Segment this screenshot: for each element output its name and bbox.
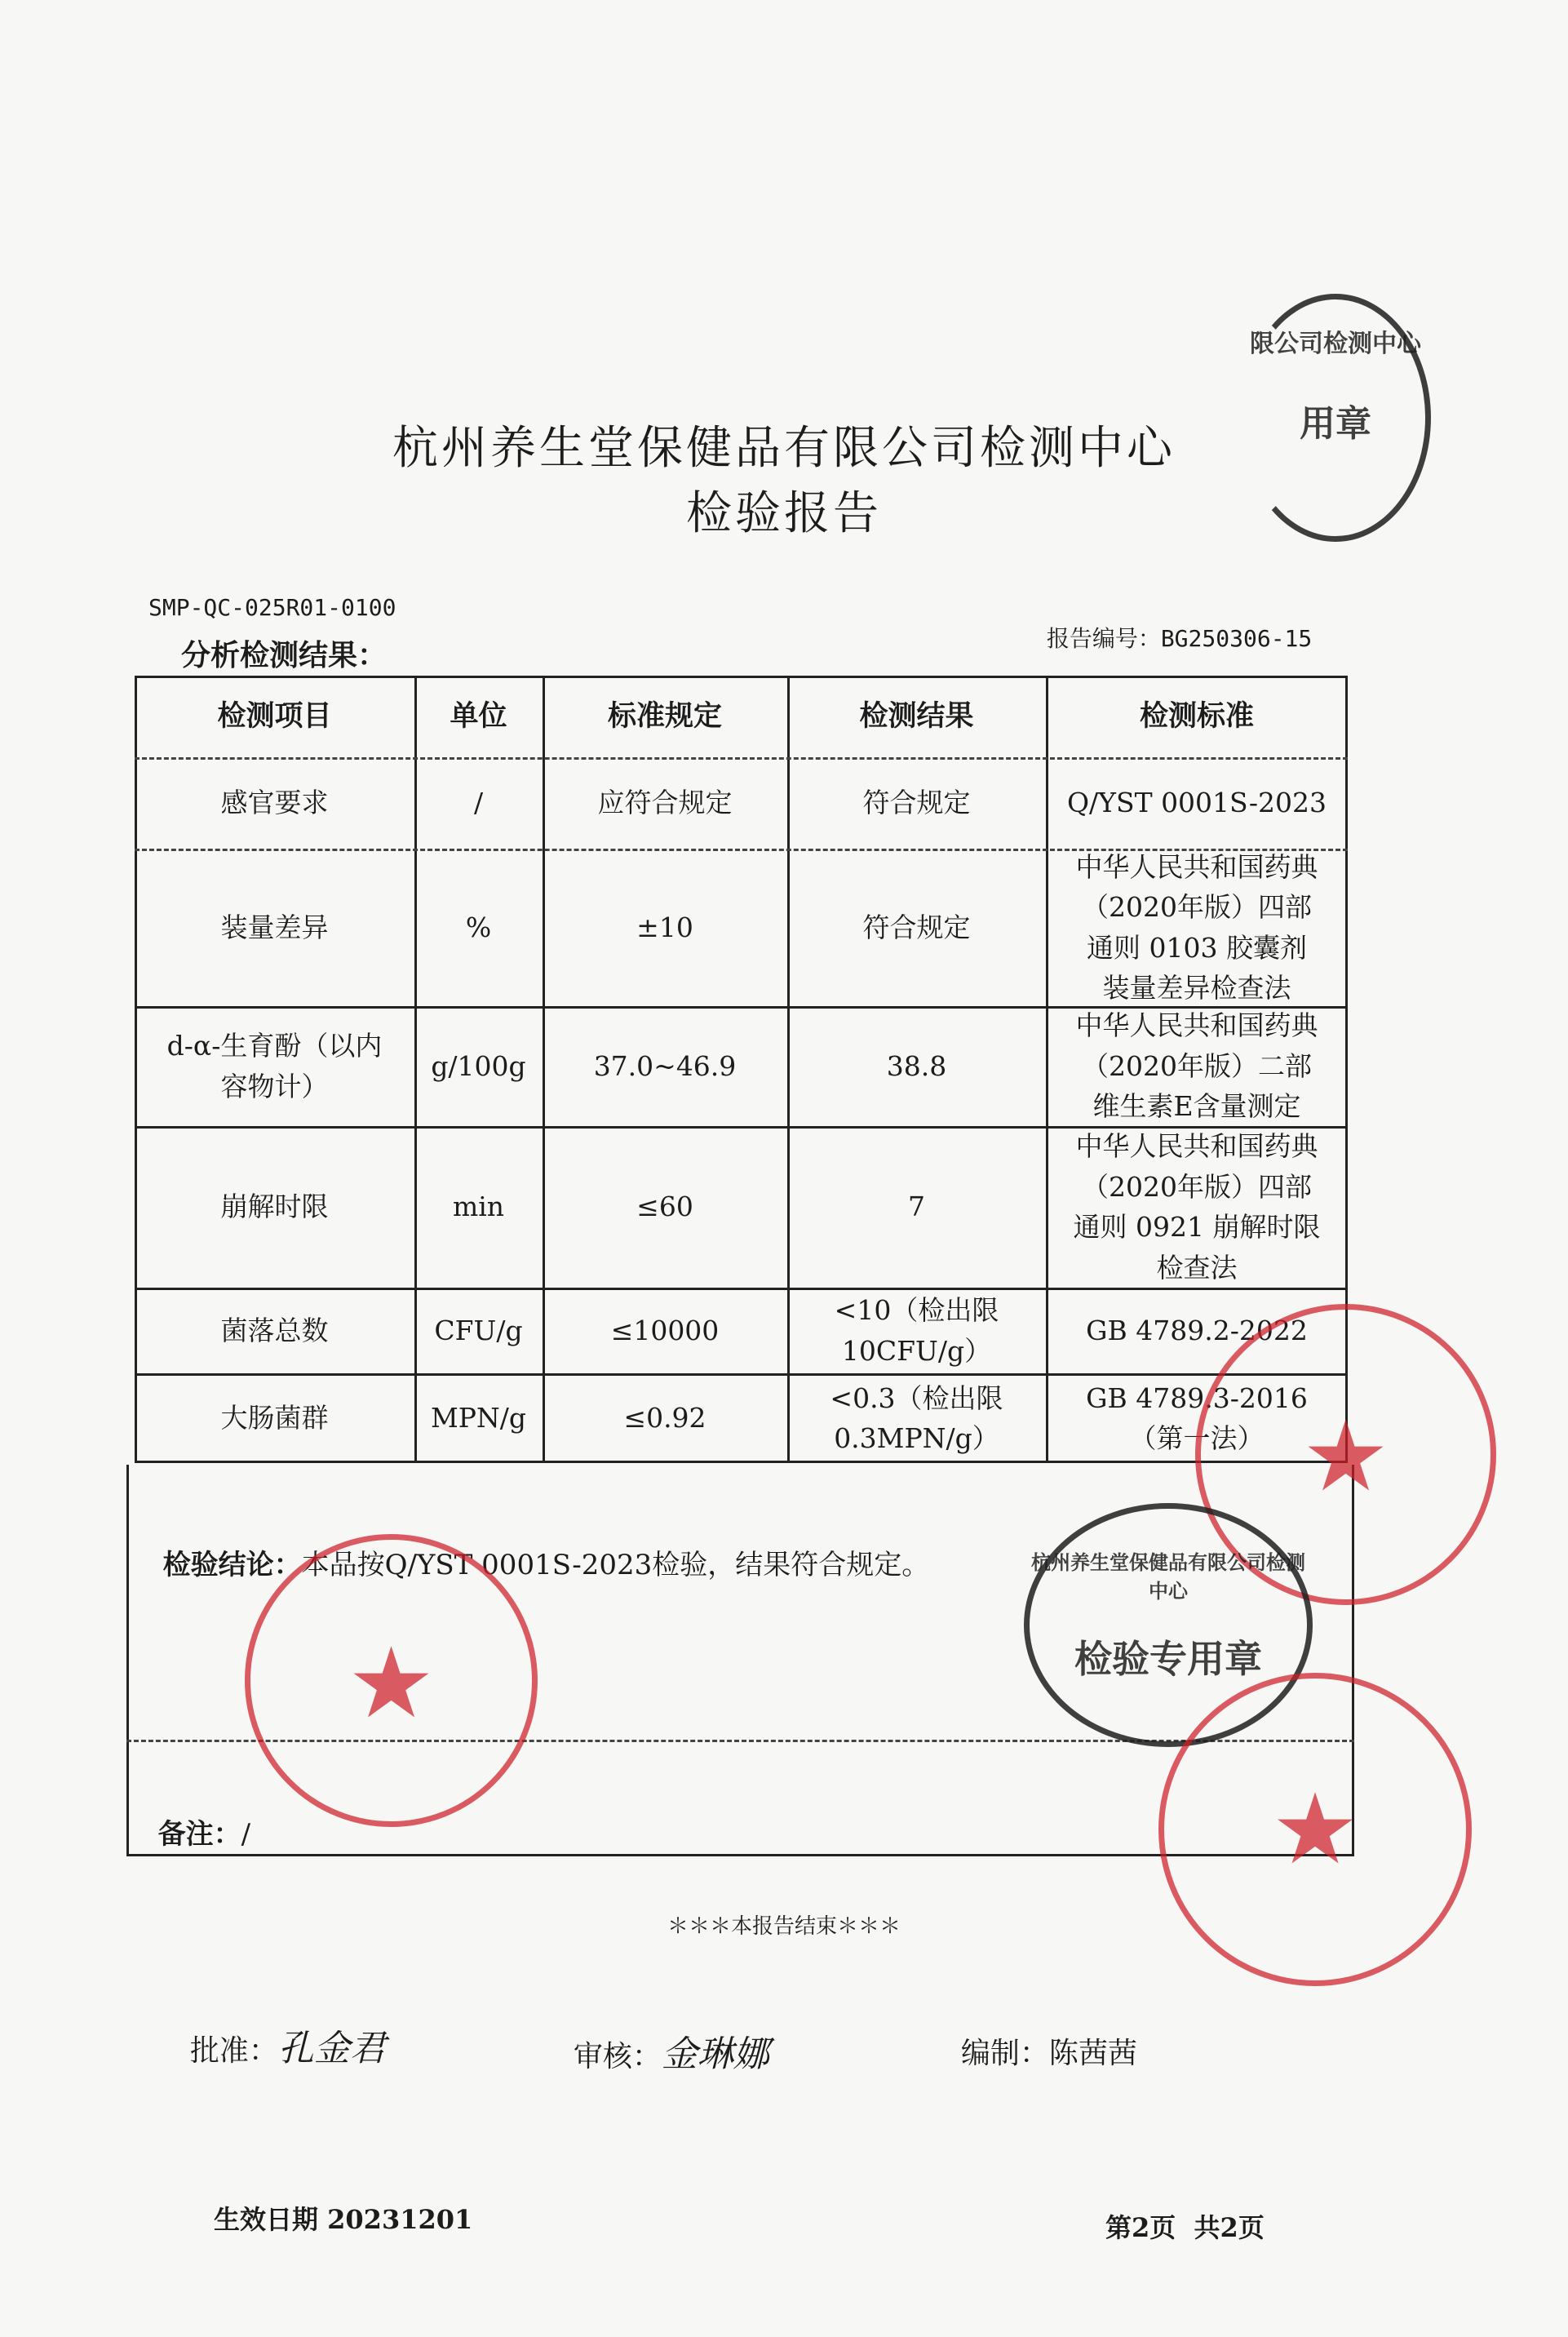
col-header-item: 检测项目	[217, 698, 332, 733]
col-header-unit: 单位	[450, 698, 507, 733]
prepare-signature	[942, 1997, 1137, 2072]
inspection-seal-center-text: 检验专用章	[1074, 1637, 1262, 1682]
star-icon: ★	[1301, 1399, 1390, 1514]
table-cell-result: 符合规定	[862, 787, 971, 819]
inspection-seal-ring-text: 杭州养生堂保健品有限公司检测中心	[1031, 1550, 1305, 1603]
table-cell-result: <10（检出限 10CFU/g）	[834, 1294, 999, 1367]
page-info: 第2页 共2页	[1105, 2212, 1265, 2243]
table-cell-unit: CFU/g	[434, 1314, 523, 1346]
effective-date: 生效日期 20231201	[214, 2204, 473, 2235]
table-cell-spec: ≤0.92	[623, 1402, 706, 1435]
remarks	[140, 1779, 250, 1851]
report-number	[1032, 594, 1312, 654]
conclusion	[145, 1510, 929, 1582]
report-title: 检验报告	[686, 487, 882, 540]
table-cell-spec: ≤60	[636, 1191, 693, 1223]
table-cell-item: 大肠菌群	[220, 1402, 329, 1435]
remarks-text: /	[241, 1818, 251, 1851]
partial-seal-stamp	[1240, 294, 1431, 542]
table-cell-result: 7	[908, 1191, 925, 1223]
col-header-spec: 标准规定	[607, 698, 722, 733]
partial-seal-center-text: 用章	[1300, 403, 1371, 445]
table-cell-spec: 37.0~46.9	[593, 1049, 737, 1082]
table-cell-unit: %	[465, 911, 492, 943]
report-number-label: 报告编号：	[1046, 625, 1161, 652]
table-cell-unit: MPN/g	[430, 1402, 527, 1435]
table-cell-unit: /	[473, 787, 484, 819]
table-cell-method: 中华人民共和国药典 （2020年版）四部 通则 0921 崩解时限 检查法	[1073, 1130, 1321, 1284]
col-header-result: 检测结果	[859, 698, 974, 733]
conclusion-label: 检验结论：	[162, 1549, 302, 1581]
doc-code: SMP-QC-025R01-0100	[148, 594, 396, 621]
table-cell-item: 装量差异	[220, 911, 329, 943]
approve-signature	[171, 1985, 386, 2071]
review-signature	[555, 1991, 769, 2077]
table-cell-result: 符合规定	[862, 911, 971, 943]
review-name: 金琳娜	[661, 2033, 769, 2075]
table-cell-unit: g/100g	[431, 1049, 526, 1082]
star-icon: ★	[1271, 1772, 1359, 1887]
star-icon: ★	[347, 1627, 436, 1741]
table-cell-method: Q/YST 0001S-2023	[1067, 787, 1327, 819]
table-cell-item: d-α-生育酚（以内 容物计）	[166, 1030, 383, 1102]
report-number-value: BG250306-15	[1160, 625, 1313, 652]
table-cell-item: 感官要求	[220, 787, 329, 819]
table-cell-method: GB 4789.2-2022	[1086, 1314, 1308, 1346]
section-label: 分析检测结果：	[181, 639, 388, 672]
table-cell-unit: min	[452, 1191, 505, 1223]
table-cell-spec: 应符合规定	[597, 787, 733, 819]
table-cell-item: 崩解时限	[220, 1191, 329, 1223]
table-cell-spec: ≤10000	[610, 1314, 720, 1346]
org-title: 杭州养生堂保健品有限公司检测中心	[392, 422, 1176, 475]
partial-seal-ring-text: 限公司检测中心	[1250, 330, 1421, 358]
table-cell-result: <0.3（检出限 0.3MPN/g）	[830, 1381, 1003, 1454]
review-label: 审核：	[573, 2040, 662, 2073]
table-cell-item: 菌落总数	[220, 1314, 329, 1346]
table-cell-method: 中华人民共和国药典 （2020年版）二部 维生素E含量测定	[1075, 1009, 1318, 1123]
approve-label: 批准：	[189, 2034, 278, 2068]
prepare-name: 陈茜茜	[1048, 2037, 1137, 2070]
table-cell-method: GB 4789.3-2016 （第一法）	[1086, 1381, 1308, 1454]
col-header-method: 检测标准	[1139, 698, 1254, 733]
approve-name: 孔金君	[277, 2028, 386, 2069]
company-seal-stamp	[245, 1534, 538, 1827]
table-cell-result: 38.8	[886, 1049, 947, 1082]
prepare-label: 编制：	[960, 2037, 1049, 2070]
remarks-label: 备注：	[157, 1818, 241, 1851]
end-note: ＊＊＊本报告结束＊＊＊	[667, 1914, 901, 1939]
company-seal-stamp	[1158, 1673, 1472, 1986]
table-cell-method: 中华人民共和国药典 （2020年版）四部 通则 0103 胶囊剂 装量差异检查法	[1075, 850, 1318, 1004]
table-cell-spec: ±10	[636, 911, 693, 943]
conclusion-text: 本品按Q/YST 0001S-2023检验，结果符合规定。	[301, 1549, 930, 1581]
